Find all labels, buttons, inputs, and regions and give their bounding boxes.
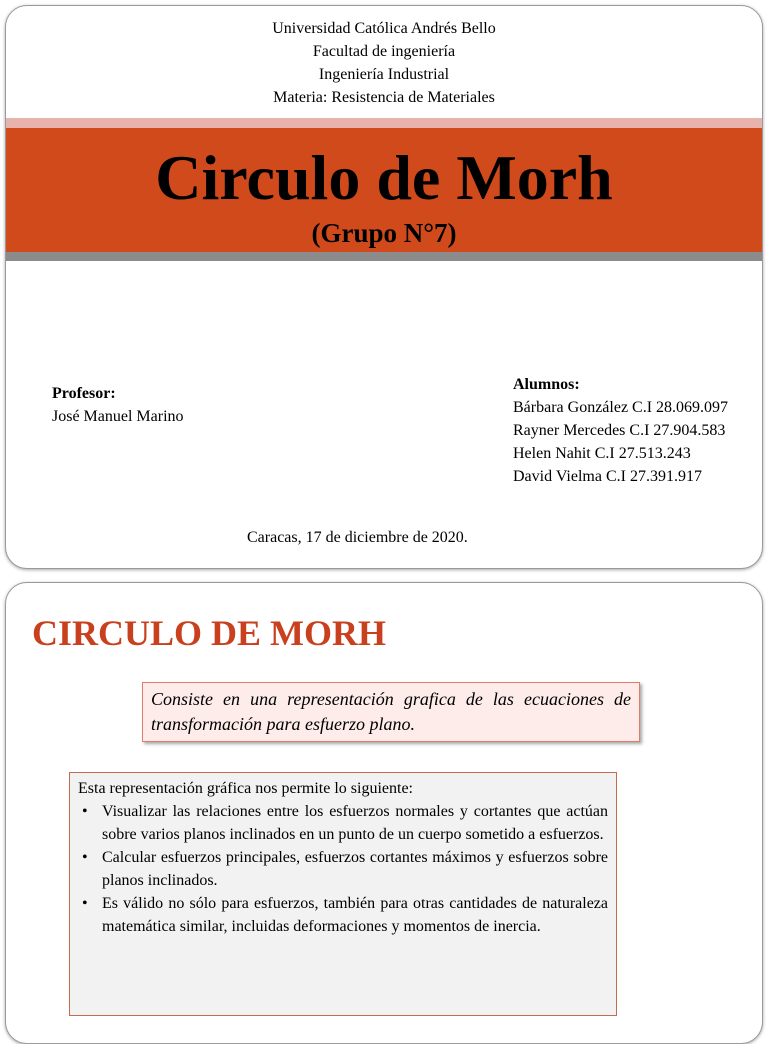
title-band-top-stripe: [6, 118, 762, 128]
presentation-date: Caracas, 17 de diciembre de 2020.: [247, 529, 468, 546]
alumnos-block: [513, 373, 763, 488]
career-name: Ingeniería Industrial: [318, 66, 450, 83]
list-item-text: Calcular esfuerzos principales, esfuerzos cortantes máximos y esfuerzos sobre planos inclinados.: [102, 849, 608, 889]
alumno-item: Helen Nahit C.I 27.513.243: [513, 445, 691, 462]
profesor-block: [52, 382, 184, 428]
bullet-icon: •: [82, 895, 88, 912]
content-slide: [5, 582, 763, 1044]
alumno-item: Rayner Mercedes C.I 27.904.583: [513, 422, 726, 439]
title-slide: [5, 5, 763, 569]
uses-list: [78, 800, 608, 938]
list-item-text: Visualizar las relaciones entre los esfuerzos normales y cortantes que actúan sobre varios planos inclinados en un punto de un cuerpo sometido a esfuerzos.: [102, 803, 608, 843]
profesor-name: José Manuel Marino: [52, 408, 184, 425]
list-item: [82, 892, 608, 938]
slide-title: CIRCULO DE MORH: [32, 613, 387, 653]
uses-intro: Esta representación gráfica nos permite lo siguiente:: [78, 780, 413, 797]
alumnos-label: Alumnos:: [513, 376, 580, 393]
profesor-label: Profesor:: [52, 385, 116, 402]
bullet-icon: •: [82, 803, 88, 820]
list-item: [82, 800, 608, 846]
uses-box: [69, 772, 617, 1016]
alumno-item: Bárbara González C.I 28.069.097: [513, 399, 729, 416]
alumno-item: David Vielma C.I 27.391.917: [513, 468, 702, 485]
bullet-icon: •: [82, 849, 88, 866]
subject-name: Materia: Resistencia de Materiales: [273, 89, 495, 106]
faculty-name: Facultad de ingeniería: [312, 43, 456, 60]
title-band-bottom-stripe: [6, 252, 762, 261]
presentation-subtitle: (Grupo N°7): [311, 218, 457, 248]
list-item-text: Es válido no sólo para esfuerzos, también para otras cantidades de naturaleza matemática similar, incluidas deformaciones y momentos de inercia.: [102, 895, 608, 935]
list-item: [82, 846, 608, 892]
definition-box: Consiste en una representación grafica de las ecuaciones de transformación para esfuerzo plano.: [142, 682, 640, 742]
presentation-title: Circulo de Morh: [155, 142, 613, 213]
institution-header: [6, 17, 762, 109]
university-name: Universidad Católica Andrés Bello: [272, 20, 496, 37]
